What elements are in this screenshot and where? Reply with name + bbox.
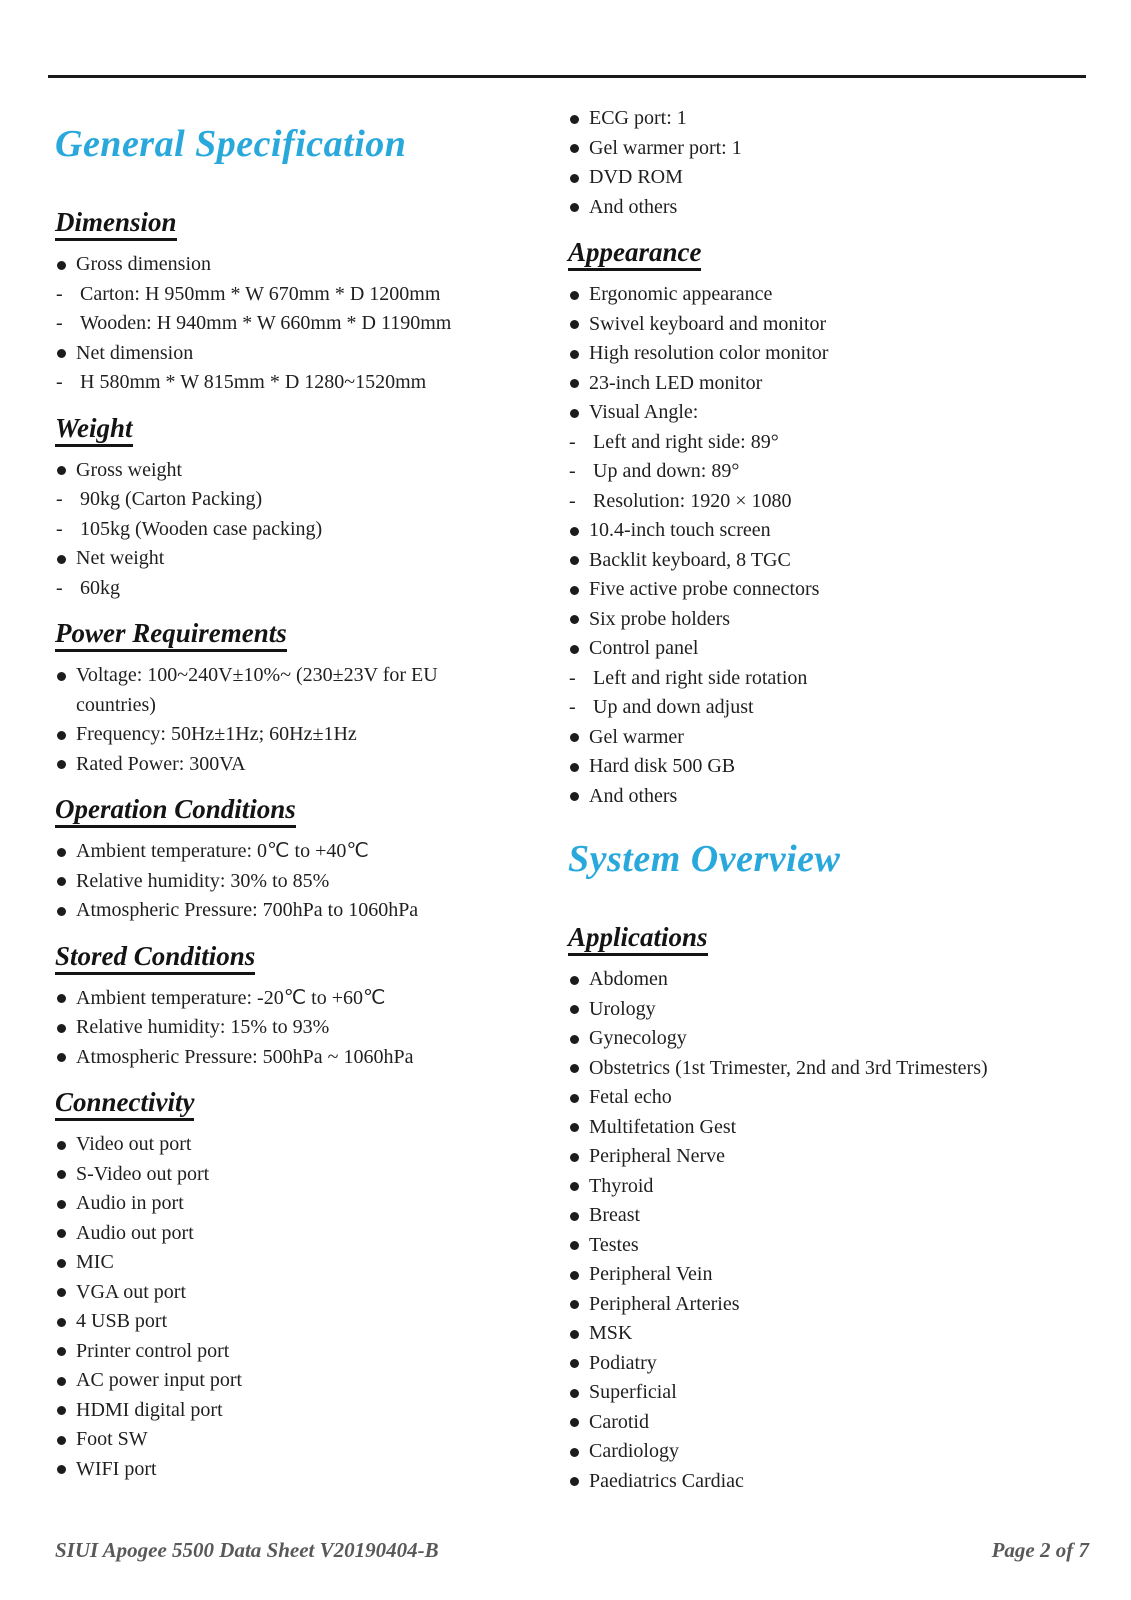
item-text: Backlit keyboard, 8 TGC bbox=[589, 548, 791, 571]
list-item bbox=[568, 634, 1096, 664]
section-heading-applications bbox=[568, 921, 1096, 953]
bullet-icon bbox=[570, 1271, 579, 1280]
list-item bbox=[568, 369, 1096, 399]
item-text: Peripheral Nerve bbox=[589, 1145, 726, 1167]
bullet-icon bbox=[570, 203, 579, 212]
list-item bbox=[55, 661, 510, 720]
sub-item bbox=[55, 280, 510, 310]
item-text: 105kg (Wooden case packing) bbox=[80, 517, 323, 540]
sub-item bbox=[568, 487, 1096, 517]
bullet-icon bbox=[570, 586, 579, 595]
item-text: DVD ROM bbox=[589, 166, 683, 188]
list-item bbox=[568, 1290, 1096, 1320]
list-item bbox=[568, 339, 1096, 369]
item-text: Wooden: H 940mm * W 660mm * D 1190mm bbox=[80, 312, 452, 334]
sub-item bbox=[55, 515, 510, 545]
bullet-icon bbox=[57, 731, 66, 740]
item-text: Left and right side: 89° bbox=[593, 430, 779, 453]
item-text: Testes bbox=[589, 1233, 639, 1256]
list-item bbox=[55, 837, 510, 867]
bullet-icon bbox=[57, 1141, 66, 1150]
bullet-icon bbox=[570, 1418, 579, 1427]
bullet-icon bbox=[570, 527, 579, 536]
list-item bbox=[55, 720, 510, 750]
list-item bbox=[568, 1319, 1096, 1349]
section-heading-text: Applications bbox=[568, 922, 708, 956]
item-text: ECG port: 1 bbox=[589, 107, 687, 129]
item-text: Net weight bbox=[76, 547, 165, 569]
list-item bbox=[55, 984, 510, 1014]
item-text: Obstetrics (1st Trimester, 2nd and 3rd Trimesters) bbox=[589, 1056, 988, 1079]
item-text: Breast bbox=[589, 1204, 641, 1226]
section-heading-dimension bbox=[55, 206, 510, 238]
item-list bbox=[55, 1130, 510, 1484]
item-list bbox=[55, 984, 510, 1073]
list-item bbox=[568, 1054, 1096, 1084]
item-text: And others bbox=[589, 195, 678, 218]
dash-marker bbox=[56, 309, 63, 339]
dash-marker bbox=[56, 280, 63, 310]
system-overview-title: System Overview bbox=[568, 838, 841, 880]
footer-page-number: Page 2 of 7 bbox=[991, 1538, 1089, 1562]
list-item bbox=[568, 104, 1096, 134]
bullet-icon bbox=[570, 763, 579, 772]
list-item bbox=[55, 1189, 510, 1219]
dash-marker bbox=[569, 457, 576, 487]
item-text: Rated Power: 300VA bbox=[76, 752, 246, 775]
bullet-icon bbox=[57, 1170, 66, 1179]
footer-document-title: SIUI Apogee 5500 Data Sheet V20190404-B bbox=[55, 1538, 439, 1562]
bullet-icon bbox=[57, 672, 66, 681]
list-item bbox=[55, 250, 510, 280]
bullet-icon bbox=[570, 1182, 579, 1191]
bullet-icon bbox=[570, 350, 579, 359]
item-text: Multifetation Gest bbox=[589, 1115, 737, 1138]
item-text: Podiatry bbox=[589, 1351, 657, 1374]
list-item bbox=[568, 1142, 1096, 1172]
sub-item bbox=[55, 309, 510, 339]
list-item bbox=[55, 1043, 510, 1073]
list-item bbox=[568, 1172, 1096, 1202]
item-list bbox=[568, 965, 1096, 1496]
list-item bbox=[568, 1024, 1096, 1054]
item-text: Voltage: 100~240V±10%~ (230±23V for EU countries) bbox=[76, 664, 438, 716]
list-item bbox=[55, 1219, 510, 1249]
bullet-icon bbox=[57, 1436, 66, 1445]
bullet-icon bbox=[57, 1406, 66, 1415]
item-text: Gynecology bbox=[589, 1027, 687, 1049]
item-text: Printer control port bbox=[76, 1339, 230, 1362]
dash-marker bbox=[56, 368, 63, 398]
list-item bbox=[568, 280, 1096, 310]
bullet-icon bbox=[570, 1330, 579, 1339]
item-text: H 580mm * W 815mm * D 1280~1520mm bbox=[80, 371, 427, 393]
item-text: 23-inch LED monitor bbox=[589, 371, 763, 394]
bullet-icon bbox=[57, 1024, 66, 1033]
item-text: Six probe holders bbox=[589, 607, 731, 630]
list-item bbox=[568, 995, 1096, 1025]
sub-item bbox=[568, 664, 1096, 694]
bullet-icon bbox=[570, 1064, 579, 1073]
item-text: Peripheral Vein bbox=[589, 1263, 713, 1285]
list-item bbox=[568, 752, 1096, 782]
item-text: Carotid bbox=[589, 1410, 649, 1433]
bullet-icon bbox=[57, 1318, 66, 1327]
item-text: Abdomen bbox=[589, 968, 668, 990]
left-column bbox=[55, 96, 510, 1484]
list-item bbox=[55, 339, 510, 369]
dash-marker bbox=[56, 574, 63, 604]
sub-item bbox=[55, 368, 510, 398]
section-heading-text: Power Requirements bbox=[55, 618, 287, 652]
list-item bbox=[568, 1349, 1096, 1379]
bullet-icon bbox=[570, 291, 579, 300]
list-item bbox=[568, 163, 1096, 193]
list-item bbox=[568, 1437, 1096, 1467]
list-item bbox=[55, 456, 510, 486]
list-item bbox=[55, 1337, 510, 1367]
bullet-icon bbox=[570, 144, 579, 153]
section-heading-appearance bbox=[568, 236, 1096, 268]
item-text: Up and down: 89° bbox=[593, 460, 740, 482]
list-item bbox=[55, 1396, 510, 1426]
bullet-icon bbox=[570, 1389, 579, 1398]
item-text: Audio in port bbox=[76, 1192, 184, 1214]
item-list bbox=[55, 837, 510, 926]
list-item bbox=[55, 544, 510, 574]
sub-item bbox=[568, 457, 1096, 487]
bullet-icon bbox=[570, 1300, 579, 1309]
bullet-icon bbox=[57, 877, 66, 886]
item-text: WIFI port bbox=[76, 1457, 157, 1480]
header-horizontal-rule bbox=[48, 75, 1086, 78]
bullet-icon bbox=[57, 466, 66, 475]
section-heading-text: Weight bbox=[55, 413, 133, 447]
list-item bbox=[568, 723, 1096, 753]
item-text: Left and right side rotation bbox=[593, 666, 808, 689]
item-text: Fetal echo bbox=[589, 1086, 672, 1108]
bullet-icon bbox=[570, 976, 579, 985]
sub-item bbox=[568, 693, 1096, 723]
section-heading-text: Connectivity bbox=[55, 1087, 194, 1121]
item-text: Thyroid bbox=[589, 1174, 654, 1197]
item-text: Atmospheric Pressure: 700hPa to 1060hPa bbox=[76, 899, 419, 921]
item-text: Gel warmer port: 1 bbox=[589, 136, 742, 159]
bullet-icon bbox=[570, 645, 579, 654]
item-text: Gel warmer bbox=[589, 725, 684, 748]
list-item bbox=[568, 1378, 1096, 1408]
item-list bbox=[568, 104, 1096, 222]
item-text: Carton: H 950mm * W 670mm * D 1200mm bbox=[80, 282, 441, 305]
item-text: S-Video out port bbox=[76, 1162, 210, 1185]
item-text: 60kg bbox=[80, 576, 120, 599]
list-item bbox=[568, 1201, 1096, 1231]
bullet-icon bbox=[570, 1123, 579, 1132]
item-text: Gross weight bbox=[76, 458, 183, 481]
item-text: 4 USB port bbox=[76, 1310, 168, 1332]
section-heading-power-requirements bbox=[55, 617, 510, 649]
item-text: Audio out port bbox=[76, 1221, 194, 1244]
item-text: Relative humidity: 15% to 93% bbox=[76, 1016, 330, 1038]
bullet-icon bbox=[570, 792, 579, 801]
list-item bbox=[55, 1278, 510, 1308]
item-text: Gross dimension bbox=[76, 253, 211, 275]
section-heading-operation-conditions bbox=[55, 793, 510, 825]
section-heading-text: Stored Conditions bbox=[55, 941, 255, 975]
bullet-icon bbox=[570, 1035, 579, 1044]
item-text: Video out port bbox=[76, 1133, 192, 1155]
list-item bbox=[55, 896, 510, 926]
item-text: MIC bbox=[76, 1251, 114, 1273]
dash-marker bbox=[56, 515, 63, 545]
bullet-icon bbox=[570, 409, 579, 418]
bullet-icon bbox=[570, 1005, 579, 1014]
item-text: Net dimension bbox=[76, 341, 194, 364]
list-item bbox=[568, 1231, 1096, 1261]
list-item bbox=[568, 1467, 1096, 1497]
list-item bbox=[568, 516, 1096, 546]
section-heading-text: Appearance bbox=[568, 237, 701, 271]
bullet-icon bbox=[57, 994, 66, 1003]
bullet-icon bbox=[570, 1241, 579, 1250]
list-item bbox=[568, 1260, 1096, 1290]
dash-marker bbox=[569, 428, 576, 458]
right-column bbox=[568, 96, 1096, 1496]
bullet-icon bbox=[570, 174, 579, 183]
list-item bbox=[568, 782, 1096, 812]
bullet-icon bbox=[57, 1288, 66, 1297]
item-list bbox=[55, 661, 510, 779]
bullet-icon bbox=[57, 555, 66, 564]
bullet-icon bbox=[570, 1477, 579, 1486]
bullet-icon bbox=[570, 115, 579, 124]
bullet-icon bbox=[57, 907, 66, 916]
item-text: Resolution: 1920 × 1080 bbox=[593, 489, 792, 512]
item-text: MSK bbox=[589, 1322, 633, 1344]
item-text: Ambient temperature: -20℃ to +60℃ bbox=[76, 986, 386, 1009]
bullet-icon bbox=[57, 760, 66, 769]
item-text: VGA out port bbox=[76, 1280, 186, 1303]
list-item bbox=[55, 1307, 510, 1337]
item-text: Peripheral Arteries bbox=[589, 1292, 740, 1315]
item-text: And others bbox=[589, 784, 678, 807]
bullet-icon bbox=[570, 1153, 579, 1162]
item-text: Ambient temperature: 0℃ to +40℃ bbox=[76, 840, 369, 862]
list-item bbox=[568, 1408, 1096, 1438]
list-item bbox=[55, 750, 510, 780]
item-text: Atmospheric Pressure: 500hPa ~ 1060hPa bbox=[76, 1045, 414, 1068]
list-item bbox=[568, 1083, 1096, 1113]
bullet-icon bbox=[57, 1053, 66, 1062]
list-item bbox=[568, 575, 1096, 605]
bullet-icon bbox=[570, 320, 579, 329]
item-text: Up and down adjust bbox=[593, 696, 754, 718]
list-item bbox=[568, 193, 1096, 223]
item-text: Paediatrics Cardiac bbox=[589, 1469, 744, 1492]
item-text: Swivel keyboard and monitor bbox=[589, 312, 827, 335]
item-list bbox=[55, 456, 510, 604]
bullet-icon bbox=[57, 1200, 66, 1209]
item-text: Superficial bbox=[589, 1381, 677, 1403]
item-text: Foot SW bbox=[76, 1428, 148, 1450]
list-item bbox=[55, 1425, 510, 1455]
section-heading-stored-conditions bbox=[55, 940, 510, 972]
item-text: HDMI digital port bbox=[76, 1398, 223, 1421]
item-list bbox=[55, 250, 510, 398]
list-item bbox=[568, 546, 1096, 576]
bullet-icon bbox=[570, 556, 579, 565]
list-item bbox=[55, 867, 510, 897]
item-text: 10.4-inch touch screen bbox=[589, 519, 771, 541]
list-item bbox=[568, 134, 1096, 164]
list-item bbox=[55, 1013, 510, 1043]
list-item bbox=[55, 1248, 510, 1278]
bullet-icon bbox=[57, 1229, 66, 1238]
item-text: Urology bbox=[589, 997, 656, 1020]
bullet-icon bbox=[57, 1465, 66, 1474]
sub-item bbox=[55, 574, 510, 604]
section-heading-weight bbox=[55, 412, 510, 444]
bullet-icon bbox=[570, 615, 579, 624]
item-text: AC power input port bbox=[76, 1369, 243, 1391]
list-item bbox=[568, 398, 1096, 428]
bullet-icon bbox=[570, 1094, 579, 1103]
bullet-icon bbox=[57, 848, 66, 857]
list-item bbox=[55, 1366, 510, 1396]
item-text: Five active probe connectors bbox=[589, 578, 820, 600]
item-text: Relative humidity: 30% to 85% bbox=[76, 869, 330, 892]
list-item bbox=[568, 605, 1096, 635]
section-heading-text: Operation Conditions bbox=[55, 794, 296, 828]
bullet-icon bbox=[57, 1259, 66, 1268]
item-list bbox=[568, 280, 1096, 811]
bullet-icon bbox=[570, 1212, 579, 1221]
bullet-icon bbox=[57, 349, 66, 358]
page-footer bbox=[55, 1538, 1089, 1563]
bullet-icon bbox=[57, 1377, 66, 1386]
general-specification-title: General Specification bbox=[55, 123, 407, 165]
bullet-icon bbox=[570, 1359, 579, 1368]
bullet-icon bbox=[57, 261, 66, 270]
item-text: Ergonomic appearance bbox=[589, 283, 773, 305]
dash-marker bbox=[56, 485, 63, 515]
item-text: Cardiology bbox=[589, 1440, 679, 1462]
list-item bbox=[568, 310, 1096, 340]
list-item bbox=[568, 1113, 1096, 1143]
section-heading-text: Dimension bbox=[55, 207, 177, 241]
item-text: Frequency: 50Hz±1Hz; 60Hz±1Hz bbox=[76, 723, 357, 745]
bullet-icon bbox=[570, 733, 579, 742]
bullet-icon bbox=[570, 1448, 579, 1457]
bullet-icon bbox=[570, 379, 579, 388]
dash-marker bbox=[569, 693, 576, 723]
dash-marker bbox=[569, 487, 576, 517]
list-item bbox=[55, 1160, 510, 1190]
sub-item bbox=[568, 428, 1096, 458]
bullet-icon bbox=[57, 1347, 66, 1356]
item-text: Control panel bbox=[589, 637, 699, 659]
list-item bbox=[55, 1130, 510, 1160]
list-item bbox=[568, 965, 1096, 995]
sub-item bbox=[55, 485, 510, 515]
section-heading-connectivity bbox=[55, 1086, 510, 1118]
list-item bbox=[55, 1455, 510, 1485]
item-text: High resolution color monitor bbox=[589, 342, 829, 364]
dash-marker bbox=[569, 664, 576, 694]
item-text: 90kg (Carton Packing) bbox=[80, 488, 263, 510]
item-text: Hard disk 500 GB bbox=[589, 755, 736, 777]
item-text: Visual Angle: bbox=[589, 401, 699, 423]
